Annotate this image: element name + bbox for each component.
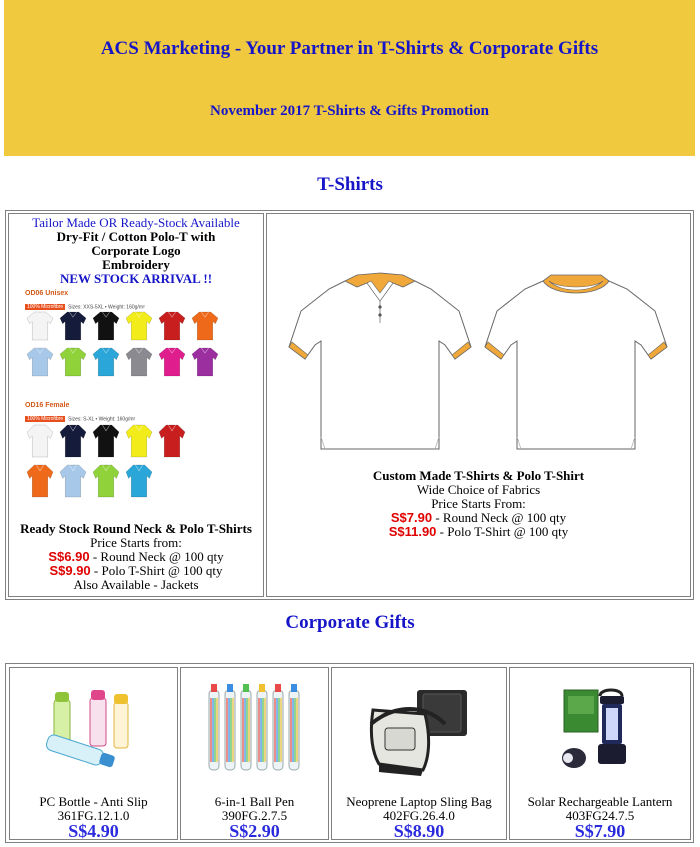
polo-swatch (126, 348, 152, 376)
polo-swatch (93, 312, 119, 340)
polo-description-2: Corporate Logo (91, 243, 181, 258)
gift-name: PC Bottle - Anti Slip (39, 794, 148, 809)
lantern-icon (560, 686, 644, 776)
tailor-made-tagline: Tailor Made OR Ready-Stock Available (32, 215, 240, 230)
polo-swatch (60, 312, 86, 340)
custom-price-1 (267, 511, 690, 525)
polo-swatch (93, 348, 119, 376)
gift-code: 403FG24.7.5 (565, 808, 635, 823)
gift-name: Neoprene Laptop Sling Bag (346, 794, 492, 809)
fabric-choice: Wide Choice of Fabrics (416, 482, 541, 497)
ready-stock-price-2 (9, 564, 263, 578)
custom-made-title: Custom Made T-Shirts & Polo T-Shirt (372, 468, 585, 483)
gift-name: Solar Rechargeable Lantern (527, 794, 673, 809)
round-neck-shirt-image (481, 267, 671, 457)
polo-swatch (159, 312, 185, 340)
tshirts-table (5, 210, 694, 600)
pen-clicker (259, 684, 265, 692)
gift-item[interactable] (509, 667, 691, 840)
gift-price: S$8.90 (393, 821, 445, 841)
custom-round-neck-price: S$7.90 (390, 510, 433, 525)
polo-swatch (27, 348, 53, 376)
gift-name: 6-in-1 Ball Pen (214, 794, 295, 809)
pen-clicker (291, 684, 297, 692)
polo-swatch (60, 465, 86, 497)
bag-icon (365, 684, 475, 784)
polo-swatch (126, 465, 152, 497)
custom-polo-text: - Polo T-Shirt @ 100 qty (436, 524, 569, 539)
custom-polo-price: S$11.90 (388, 524, 437, 539)
ready-stock-cell (8, 213, 264, 597)
site-title: ACS Marketing - Your Partner in T-Shirts & Corporate Gifts (100, 38, 599, 59)
gift-item[interactable] (9, 667, 178, 840)
unisex-polo-swatches (25, 310, 225, 380)
custom-price-label: Price Starts From: (431, 496, 526, 511)
polo-swatch (159, 425, 185, 457)
gift-price: S$7.90 (574, 821, 626, 841)
catalog-unisex-code: OD06 Unisex (25, 290, 69, 297)
polo-description-3: Embroidery (102, 257, 170, 272)
polo-price: S$9.90 (49, 563, 91, 578)
round-neck-price-text: - Round Neck @ 100 qty (89, 549, 224, 564)
polo-shirt-image (285, 267, 475, 457)
catalog-female-tag: 100% Microfibre (27, 416, 64, 423)
ready-stock-title: Ready Stock Round Neck & Polo T-Shirts (20, 521, 252, 536)
pen-clicker (275, 684, 281, 692)
pen-clicker (211, 684, 217, 692)
gift-item[interactable] (331, 667, 507, 840)
gifts-heading: Corporate Gifts (285, 612, 415, 633)
tshirts-heading: T-Shirts (317, 174, 383, 195)
catalog-female-meta: Sizes: S-XL • Weight: 160g/m² (68, 416, 136, 423)
gift-code: 390FG.2.7.5 (221, 808, 288, 823)
polo-swatch (27, 465, 53, 497)
gift-price: S$4.90 (68, 821, 119, 841)
polo-swatch (126, 425, 152, 457)
catalog-unisex-meta: Sizes: XXS-5XL • Weight: 160g/m² (68, 304, 145, 311)
pen-icon (203, 684, 307, 784)
new-stock-banner: NEW STOCK ARRIVAL !! (59, 271, 213, 286)
pen-clicker (227, 684, 233, 692)
polo-swatch (192, 348, 218, 376)
gift-code: 402FG.26.4.0 (383, 808, 455, 823)
polo-description-1: Dry-Fit / Cotton Polo-T with (56, 229, 216, 244)
gift-price: S$2.90 (229, 821, 280, 841)
polo-swatch (192, 312, 218, 340)
custom-made-cell (266, 213, 691, 597)
polo-swatch (27, 425, 53, 457)
custom-price-2 (267, 525, 690, 539)
gift-code: 361FG.12.1.0 (57, 808, 130, 823)
header-banner (4, 0, 695, 156)
round-neck-price: S$6.90 (48, 549, 90, 564)
custom-round-neck-text: - Round Neck @ 100 qty (432, 510, 567, 525)
polo-price-text: - Polo T-Shirt @ 100 qty (90, 563, 223, 578)
catalog-unisex-tag: 100% Microfibre (27, 304, 64, 311)
female-polo-swatches (25, 421, 225, 503)
ready-stock-price-1 (9, 550, 263, 564)
promotion-subtitle: November 2017 T-Shirts & Gifts Promotion (209, 103, 490, 119)
pen-clicker (243, 684, 249, 692)
jackets-note: Also Available - Jackets (73, 577, 199, 592)
bottle-icon (38, 684, 148, 774)
gifts-table (5, 663, 694, 843)
polo-swatch (93, 425, 119, 457)
gift-item[interactable] (180, 667, 329, 840)
catalog-female-code: OD16 Female (25, 402, 70, 409)
polo-swatch (60, 425, 86, 457)
polo-swatch (93, 465, 119, 497)
polo-swatch (60, 348, 86, 376)
ready-stock-price-label: Price Starts from: (90, 535, 182, 550)
polo-swatch (159, 348, 185, 376)
polo-swatch (126, 312, 152, 340)
polo-swatch (27, 312, 53, 340)
